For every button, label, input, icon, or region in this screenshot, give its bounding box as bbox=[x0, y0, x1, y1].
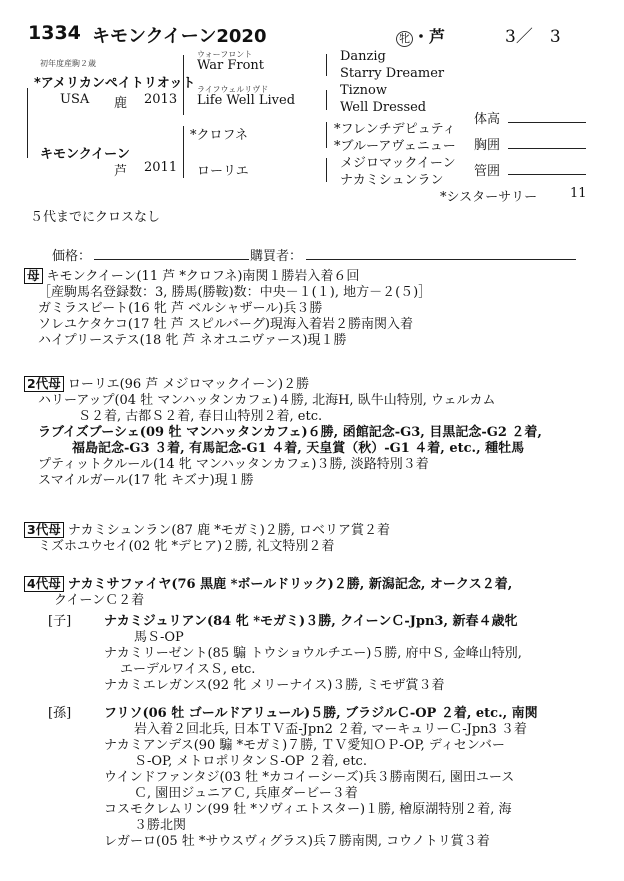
pedigree-bracket-4 bbox=[326, 158, 327, 182]
catalog-number: 1334 bbox=[28, 22, 81, 44]
second-dam-line: Ｓ２着, 古都Ｓ２着, 春日山特別２着, etc. bbox=[78, 409, 323, 424]
dam-line: ソレユケタケコ(17 牡 芦 スピルバーグ)現海入着岩２勝南関入着 bbox=[38, 317, 414, 332]
price-blank[interactable] bbox=[94, 259, 249, 260]
pedigree-note: *シスターサリー bbox=[440, 190, 538, 205]
pedigree-bracket-dam bbox=[183, 126, 184, 178]
ped-ddd: ナカミシュンラン bbox=[340, 173, 444, 188]
height-label: 体高 bbox=[474, 112, 501, 127]
sex-mark: 牝 bbox=[396, 31, 413, 47]
child-line: 馬Ｓ-OP bbox=[134, 630, 184, 645]
sire-color: 鹿 bbox=[114, 96, 128, 111]
horse-name: キモンクイーン2020 bbox=[92, 26, 267, 47]
sire-name: *アメリカンペイトリオット bbox=[34, 76, 196, 91]
dam-section-label: 母 bbox=[24, 268, 43, 284]
third-dam-head: ナカミシュンラン(87 鹿 *モガミ)２勝, ロベリア賞２着 bbox=[67, 523, 391, 538]
ped-sds: Tiznow bbox=[340, 83, 388, 98]
ped-dsd: *ブルーアヴェニュー bbox=[334, 139, 456, 154]
second-dam-line: 福島記念-G3 ３着, 有馬記念-G1 ４着, 天皇賞（秋）-G1 ４着, etc., 種牡馬 bbox=[72, 441, 525, 456]
second-dam-line: プティットクルール(14 牝 マンハッタンカフェ)３勝, 淡路特別３着 bbox=[38, 457, 429, 472]
grand-line: フリソ(06 牡 ゴールドアリュール)５勝, ブラジルＣ-OP ２着, etc., 南関 bbox=[104, 706, 538, 721]
dam-sire: *クロフネ bbox=[190, 128, 248, 143]
pedigree-bracket-3 bbox=[326, 122, 327, 148]
ped-dss: *フレンチデピュティ bbox=[334, 122, 456, 137]
third-dam-section bbox=[24, 522, 390, 555]
grand-line: コスモクレムリン(99 牡 *ソヴィエトスター)１勝, 檜原湖特別２着, 海 bbox=[104, 802, 512, 817]
coat-color: ・芦 bbox=[413, 27, 446, 46]
ped-sss: Danzig bbox=[340, 49, 386, 64]
grand-line: ３勝北関 bbox=[134, 818, 187, 833]
second-dam-line: ラブイズブーシェ(09 牡 マンハッタンカフェ)６勝, 函館記念-G3, 目黒記念-G2 ２着, bbox=[38, 425, 542, 440]
grand-line: ナカミアンデス(90 騸 *モガミ)７勝, ＴＶ愛知ＯＰ-OP, ディセンバー bbox=[104, 738, 505, 753]
ped-dds: メジロマックイーン bbox=[340, 156, 456, 171]
sex-badge bbox=[396, 24, 445, 47]
third-dam-label: 3代母 bbox=[24, 522, 64, 538]
sire-origin: USA bbox=[60, 92, 90, 107]
dam-year: 2011 bbox=[144, 160, 178, 175]
dam-line: ハイプリーステス(18 牝 芦 ネオユニヴァース)現１勝 bbox=[38, 333, 347, 348]
dam-line: キモンクイーン(11 芦 *クロフネ)南関１勝岩入着６回 bbox=[46, 269, 360, 284]
dam-section bbox=[24, 268, 431, 349]
dam-dam: ローリエ bbox=[197, 164, 249, 179]
dam-color: 芦 bbox=[114, 164, 128, 179]
child-line: エーデルワイスＳ, etc. bbox=[120, 662, 256, 677]
third-dam-line: ミズホユウセイ(02 牝 *デヒア)２勝, 礼文特別２着 bbox=[38, 539, 335, 554]
cross-note: ５代までにクロスなし bbox=[30, 210, 161, 225]
second-dam-head: ローリエ(96 芦 メジロマックイーン)２勝 bbox=[67, 377, 310, 392]
fourth-dam-label: 4代母 bbox=[24, 576, 64, 592]
dam-name: キモンクイーン bbox=[40, 147, 130, 162]
children-list bbox=[104, 614, 522, 694]
pedigree-bracket-main bbox=[27, 88, 28, 158]
grand-line: 岩入着２回北兵, 日本ＴＶ盃-Jpn2 ２着, マーキュリーＣ-Jpn3 ３着 bbox=[134, 722, 527, 737]
second-dam-line: ハリーアップ(04 牡 マンハッタンカフェ)４勝, 北海H, 臥牛山特別, ウェルカム bbox=[38, 393, 496, 408]
height-blank bbox=[508, 122, 586, 123]
child-line: ナカミジュリアン(84 牝 *モガミ)３勝, クイーンＣ-Jpn3, 新春４歳牝 bbox=[104, 614, 518, 629]
dam-line: ガミラスビート(16 牝 芦 ベルシャザール)兵３勝 bbox=[38, 301, 323, 316]
grand-line: ウインドファンタジ(03 牡 *カコイーシーズ)兵３勝南関石, 園田ユース bbox=[104, 770, 515, 785]
pedigree-bracket-1 bbox=[326, 54, 327, 76]
sire-year: 2013 bbox=[144, 92, 178, 107]
pedigree-note-num: 11 bbox=[570, 186, 587, 201]
grandchildren-label: [孫] bbox=[48, 706, 72, 721]
pedigree-bracket-2 bbox=[326, 90, 327, 110]
child-line: ナカミリーゼント(85 騸 トウショウルチエー)５勝, 府中Ｓ, 金峰山特別, bbox=[104, 646, 522, 661]
sire-sire: War Front bbox=[197, 58, 264, 73]
cannon-blank bbox=[508, 174, 586, 175]
grand-line: Ｃ, 園田ジュニアＣ, 兵庫ダービー３着 bbox=[134, 786, 358, 801]
sire-dam: Life Well Lived bbox=[197, 93, 296, 108]
chest-blank bbox=[508, 148, 586, 149]
sire-dam-kana: ライフウェルリヴド bbox=[197, 85, 269, 94]
dam-line: ［産駒馬名登録数：3, 勝馬(勝鞍)数：中央－１(１), 地方－２(５)］ bbox=[38, 285, 432, 300]
fourth-dam-section bbox=[24, 576, 512, 609]
buyer-blank[interactable] bbox=[306, 259, 576, 260]
sire-sire-kana: ウォーフロント bbox=[197, 50, 253, 59]
ped-ssd: Starry Dreamer bbox=[340, 66, 445, 81]
child-line: ナカミエレガンス(92 牝 メリーナイス)３勝, ミモザ賞３着 bbox=[104, 678, 445, 693]
sire-note: 初年度産駒２歳 bbox=[40, 59, 96, 68]
price-label: 価格： bbox=[52, 249, 92, 264]
cannon-label: 管囲 bbox=[474, 164, 501, 179]
grand-line: Ｓ-OP, メトロポリタンＳ-OP ２着, etc. bbox=[134, 754, 367, 769]
ped-sdd: Well Dressed bbox=[340, 100, 427, 115]
fourth-dam-head: ナカミサファイヤ(76 黒鹿 *ボールドリック)２勝, 新潟記念, オークス２着, bbox=[67, 577, 513, 592]
children-label: [子] bbox=[48, 614, 72, 629]
second-dam-label: 2代母 bbox=[24, 376, 64, 392]
birth-date: 3／ 3 bbox=[505, 27, 561, 47]
grand-line: レガーロ(05 牡 *サウスヴィグラス)兵７勝南関, コウノトリ賞３着 bbox=[104, 834, 490, 849]
buyer-label: 購買者： bbox=[250, 249, 303, 264]
second-dam-line: スマイルガール(17 牝 キズナ)現１勝 bbox=[38, 473, 254, 488]
fourth-dam-head2: クイーンＣ２着 bbox=[54, 593, 145, 608]
second-dam-section bbox=[24, 376, 542, 489]
grandchildren-list bbox=[104, 706, 538, 850]
chest-label: 胸囲 bbox=[474, 138, 501, 153]
